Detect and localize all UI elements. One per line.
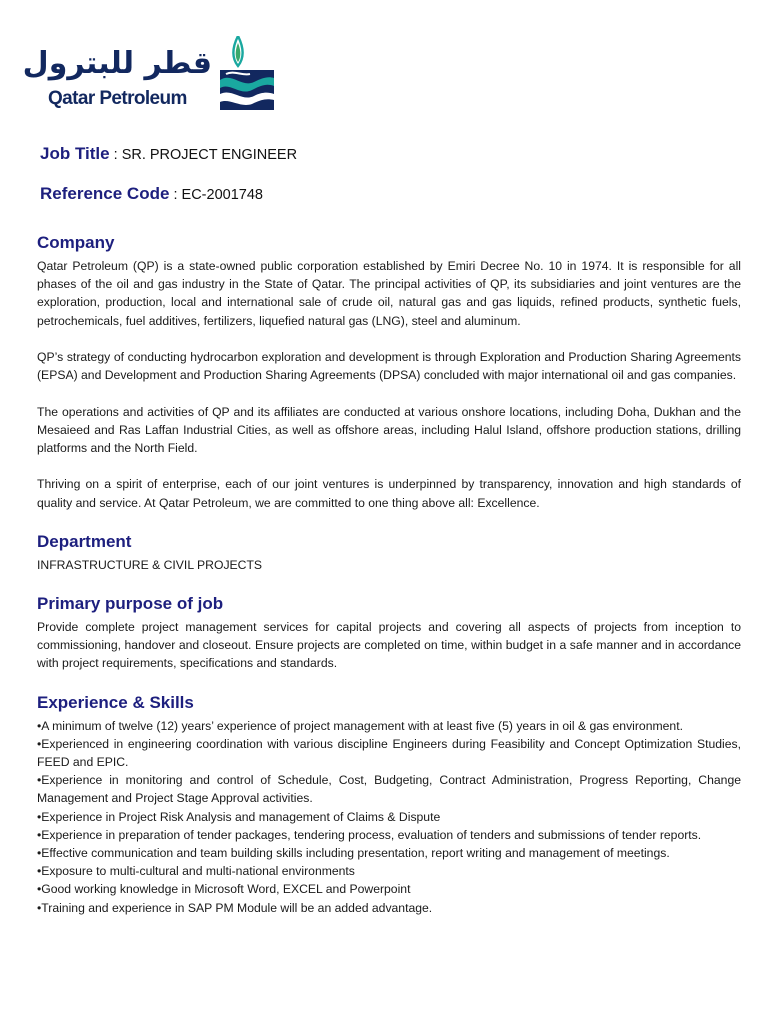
experience-item: •Experience in Project Risk Analysis and management of Claims & Dispute xyxy=(37,809,441,824)
flame-wave-logo-icon xyxy=(218,36,276,112)
company-heading: Company xyxy=(37,233,115,252)
job-title-label: Job Title xyxy=(40,144,110,163)
logo-english-text: Qatar Petroleum xyxy=(48,88,187,109)
company-paragraph: Qatar Petroleum (QP) is a state-owned public corporation established by Emiri Decree No. 10 in 1974. It is responsible for all phases of the oil and gas industry in the State of Qatar. The principal activities of QP, its subsidiaries and joint ventures are the exploration, production, local and international sale of crude oil, natural gas and gas liquids, refined products, synthetic fuels, petrochemicals, fuel additives, fertilizers, liquefied natural gas (LNG), steel and aluminum. xyxy=(37,259,741,328)
company-paragraph: QP’s strategy of conducting hydrocarbon exploration and development is through Exploration and Production Sharing Agreements (EPSA) and Development and Production Sharing Agreements (DPSA) concluded with major international oil and gas companies. xyxy=(37,350,741,383)
experience-item: •Good working knowledge in Microsoft Word, EXCEL and Powerpoint xyxy=(37,882,411,897)
logo-arabic-text: قطر للبترول xyxy=(22,46,212,81)
experience-item: •A minimum of twelve (12) years’ experience of project management with at least five (5) years in oil & gas environment. xyxy=(37,718,683,733)
reference-code-label: Reference Code xyxy=(40,184,170,203)
department-heading: Department xyxy=(37,531,132,551)
experience-item: •Experience in monitoring and control of Schedule, Cost, Budgeting, Contract Administration, Progress Reporting, Change Management and Project Stage Approval activities. xyxy=(37,773,741,806)
company-logo xyxy=(22,36,278,114)
job-title-line: Job Title : SR. PROJECT ENGINEER xyxy=(40,144,298,163)
reference-code-line: Reference Code : EC-2001748 xyxy=(40,184,263,203)
purpose-heading: Primary purpose of job xyxy=(37,594,224,613)
job-title-value: SR. PROJECT ENGINEER xyxy=(121,147,298,163)
department-value: INFRASTRUCTURE & CIVIL PROJECTS xyxy=(37,557,263,572)
purpose-text: Provide complete project management services for capital projects and covering all aspects of projects from inception to commissioning, handover and closeout. Ensure projects are completed on time, within budget in a safe manner and in accordance with project requirements, specifications and standards. xyxy=(37,620,741,671)
department-section xyxy=(37,531,741,574)
experience-item: •Exposure to multi-cultural and multi-national environments xyxy=(37,864,355,879)
job-description-body xyxy=(37,232,741,917)
company-paragraph: The operations and activities of QP and its affiliates are conducted at various onshore locations, including Doha, Dukhan and the Mesaieed and Ras Laffan Industrial Cities, as well as offshore areas, including Halul Island, offshore production stations, drilling platforms and the North Field. xyxy=(37,404,741,455)
company-section xyxy=(37,232,741,512)
purpose-section xyxy=(37,593,741,673)
experience-heading: Experience & Skills xyxy=(37,692,194,712)
company-paragraph: Thriving on a spirit of enterprise, each of our joint ventures is underpinned by transparency, innovation and high standards of quality and service. At Qatar Petroleum, we are committed to one thing above all: Excellence. xyxy=(37,477,741,510)
reference-code-value: EC-2001748 xyxy=(181,187,263,203)
experience-item: •Training and experience in SAP PM Module will be an added advantage. xyxy=(37,900,433,915)
experience-section xyxy=(37,692,741,917)
experience-item: •Experienced in engineering coordination with various discipline Engineers during Feasibility and Concept Optimization Studies, FEED and EPIC. xyxy=(37,736,741,770)
experience-item: •Effective communication and team building skills including presentation, report writing and management of meetings. xyxy=(37,846,670,861)
experience-item: •Experience in preparation of tender packages, tendering process, evaluation of tenders and submissions of tender reports. xyxy=(37,827,702,842)
